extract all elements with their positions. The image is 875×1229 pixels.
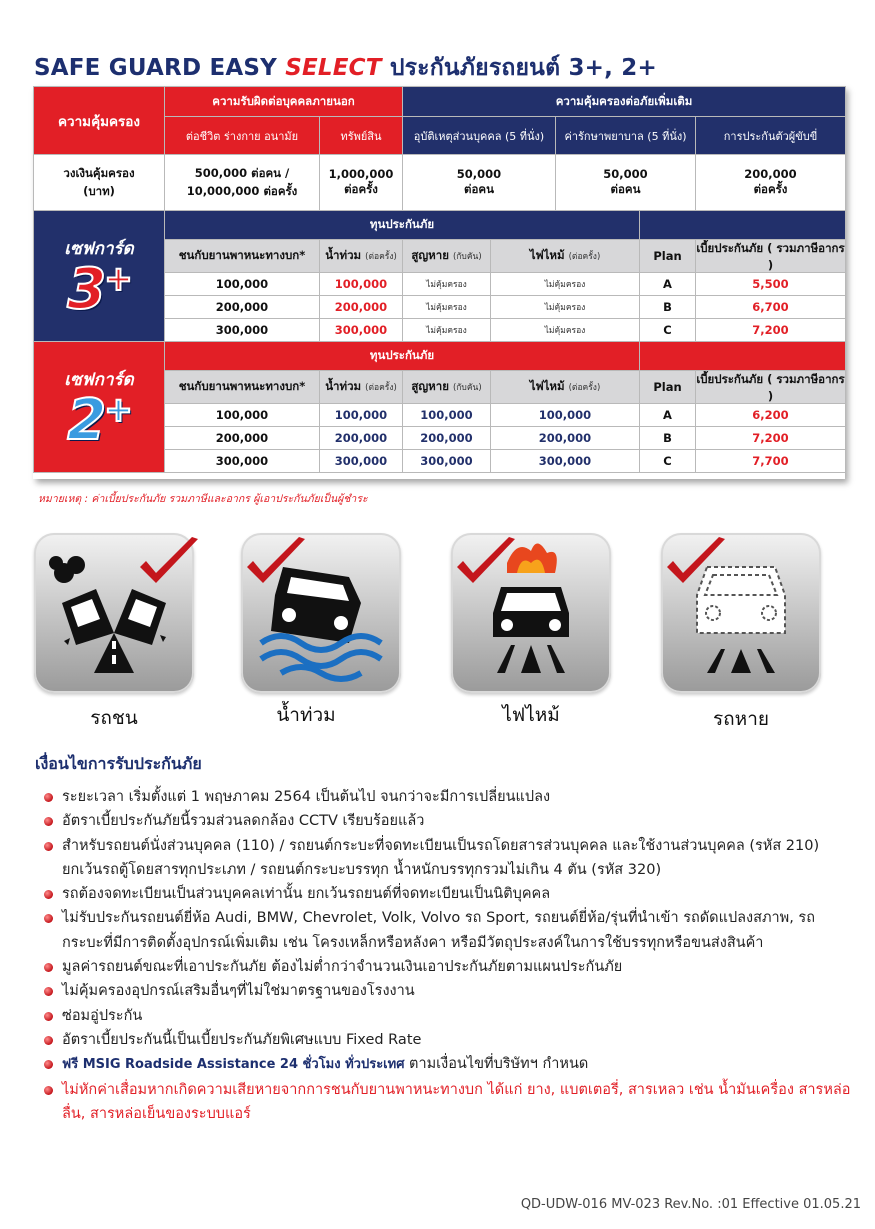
col-fire: ไฟไหม้ (ต่อครั้ง): [491, 371, 640, 404]
col-premium: เบี้ยประกันภัย ( รวมภาษีอากร ): [696, 241, 845, 272]
car-crash-icon: [34, 533, 194, 693]
list-item-depreciation: ไม่หักค่าเสื่อมหากเกิดความเสียหายจากการชนกับยานพาหนะทางบก ได้แก่ ยาง, แบตเตอรี่, สารเหลว เช่น น้ำมันเครื่อง สารหล่อลื่น, สารหล่อเย็นของระบบแอร์: [44, 1078, 856, 1127]
cell-plan: A: [640, 404, 696, 427]
sub-header-bail-bond: การประกันตัวผู้ขับขี่: [696, 117, 846, 155]
limit-personal-accident: 50,000 ต่อคน: [403, 155, 556, 211]
cell-theft: ไม่คุ้มครอง: [403, 319, 491, 342]
cell-fire: 100,000: [491, 404, 640, 427]
coverage-table: [33, 86, 846, 473]
cell-premium: 6,200: [696, 404, 846, 427]
flood-car-icon: [241, 533, 401, 693]
cell-collision: 200,000: [165, 427, 320, 450]
cell-flood: 200,000: [320, 427, 403, 450]
list-item: ซ่อมอู่ประกัน: [44, 1004, 856, 1028]
limit-property: 1,000,000 ต่อครั้ง: [320, 155, 403, 211]
list-item: อัตราเบี้ยประกันนี้เป็นเบี้ยประกันภัยพิเศษแบบ Fixed Rate: [44, 1028, 856, 1052]
icon-label-theft: รถหาย: [712, 708, 770, 730]
plan-2-number: 2+: [67, 387, 131, 453]
plan-3-sum-insured-header: ทุนประกันภัย: [165, 211, 640, 240]
col-fire: ไฟไหม้ (ต่อครั้ง): [491, 240, 640, 273]
cell-flood: 100,000: [320, 404, 403, 427]
document-code: QD-UDW-016 MV-023 Rev.No. :01 Effective 01.05.21: [520, 1197, 861, 1212]
cell-collision: 300,000: [165, 319, 320, 342]
plan-2-badge: [34, 342, 165, 473]
cell-plan: A: [640, 273, 696, 296]
cell-flood: 300,000: [320, 450, 403, 473]
conditions-title: เงื่อนไขการรับประกันภัย: [35, 754, 202, 773]
icon-label-flood: น้ำท่วม: [276, 704, 336, 726]
icon-label-crash: รถชน: [90, 707, 138, 729]
cell-plan: C: [640, 319, 696, 342]
col-collision: ชนกับยานพาหนะทางบก*: [165, 371, 320, 404]
col-premium: เบี้ยประกันภัย ( รวมภาษีอากร ): [696, 372, 845, 403]
col-flood: น้ำท่วม (ต่อครั้ง): [320, 240, 403, 273]
list-item: สำหรับรถยนต์นั่งส่วนบุคคล (110) / รถยนต์กระบะที่จดทะเบียนเป็นรถโดยสารส่วนบุคคล และใช้งานส่วนบุคคล (รหัส 210) ยกเว้นรถตู้โดยสารทุกประเภท / รถยนต์กระบะบรรทุก น้ำหนักบรรทุกรวมไม่เกิน 4 ตัน (รหัส 320): [44, 834, 856, 883]
cell-premium: 5,500: [696, 273, 846, 296]
plan-3-blank-header: [640, 211, 846, 240]
cell-collision: 200,000: [165, 296, 320, 319]
cell-collision: 100,000: [165, 273, 320, 296]
cell-fire: 200,000: [491, 427, 640, 450]
limit-medical: 50,000 ต่อคน: [556, 155, 696, 211]
cell-flood: 200,000: [320, 296, 403, 319]
cell-plan: C: [640, 450, 696, 473]
plan-3-badge: [34, 211, 165, 342]
cell-premium: 7,700: [696, 450, 846, 473]
limit-bodily: 500,000 ต่อคน / 10,000,000 ต่อครั้ง: [165, 155, 320, 211]
conditions-list: [44, 785, 856, 1126]
cell-theft: 300,000: [403, 450, 491, 473]
cell-fire: ไม่คุ้มครอง: [491, 319, 640, 342]
plan-2-name: เซฟการ์ด: [64, 369, 134, 390]
cell-premium: 7,200: [696, 319, 846, 342]
third-party-header: ความรับผิดต่อบุคคลภายนอก: [165, 87, 403, 117]
cell-theft: 200,000: [403, 427, 491, 450]
page-title: SAFE GUARD EASY SELECT ประกันภัยรถยนต์ 3+, 2+: [34, 55, 657, 81]
col-plan: Plan: [640, 240, 696, 273]
sub-header-personal-accident: อุบัติเหตุส่วนบุคคล (5 ที่นั่ง): [403, 117, 556, 155]
cell-fire: ไม่คุ้มครอง: [491, 273, 640, 296]
col-theft: สูญหาย (กับคัน): [403, 240, 491, 273]
limit-label: วงเงินคุ้มครอง (บาท): [34, 155, 165, 211]
list-item: มูลค่ารถยนต์ขณะที่เอาประกันภัย ต้องไม่ต่ำกว่าจำนวนเงินเอาประกันภัยตามแผนประกันภัย: [44, 955, 856, 979]
sub-header-property: ทรัพย์สิน: [320, 117, 403, 155]
cell-theft: ไม่คุ้มครอง: [403, 296, 491, 319]
coverage-table-card: [33, 86, 845, 479]
plan-3-name: เซฟการ์ด: [64, 238, 134, 259]
cell-fire: 300,000: [491, 450, 640, 473]
cell-plan: B: [640, 296, 696, 319]
cell-flood: 300,000: [320, 319, 403, 342]
plan-2-blank-header: [640, 342, 846, 371]
cell-premium: 7,200: [696, 427, 846, 450]
sub-header-medical: ค่ารักษาพยาบาล (5 ที่นั่ง): [556, 117, 696, 155]
car-theft-icon: [661, 533, 821, 693]
icon-label-fire: ไฟไหม้: [502, 704, 560, 726]
plan-3-number: 3+: [67, 256, 131, 322]
col-theft: สูญหาย (กับคัน): [403, 371, 491, 404]
cell-premium: 6,700: [696, 296, 846, 319]
car-fire-icon: [451, 533, 611, 693]
list-item: ไม่คุ้มครองอุปกรณ์เสริมอื่นๆที่ไม่ใช่มาตรฐานของโรงงาน: [44, 979, 856, 1003]
sub-header-bodily: ต่อชีวิต ร่างกาย อนามัย: [165, 117, 320, 155]
cell-flood: 100,000: [320, 273, 403, 296]
plan-2-sum-insured-header: ทุนประกันภัย: [165, 342, 640, 371]
limit-bail-bond: 200,000 ต่อครั้ง: [696, 155, 846, 211]
list-item: ไม่รับประกันรถยนต์ยี่ห้อ Audi, BMW, Chevrolet, Volk, Volvo รถ Sport, รถยนต์ยี่ห้อ/รุ่นที่นำเข้า รถดัดแปลงสภาพ, รถกระบะที่มีการติดตั้งอุปกรณ์เพิ่มเติม เช่น โครงเหล็กหรือหลังคา หรือมีวัตถุประสงค์ในการใช้บรรทุกหรือขนส่งสินค้า: [44, 906, 856, 955]
premium-note: หมายเหตุ : ค่าเบี้ยประกันภัย รวมภาษีและอากร ผู้เอาประกันภัยเป็นผู้ชำระ: [38, 493, 368, 505]
list-item: อัตราเบี้ยประกันภัยนี้รวมส่วนลดกล้อง CCTV เรียบร้อยแล้ว: [44, 809, 856, 833]
list-item-roadside: ฟรี MSIG Roadside Assistance 24 ชั่วโมง ทั่วประเทศ ตามเงื่อนไขที่บริษัทฯ กำหนด: [44, 1052, 856, 1077]
cell-collision: 300,000: [165, 450, 320, 473]
list-item: รถต้องจดทะเบียนเป็นส่วนบุคคลเท่านั้น ยกเว้นรถยนต์ที่จดทะเบียนเป็นนิติบุคคล: [44, 882, 856, 906]
col-collision: ชนกับยานพาหนะทางบก*: [165, 240, 320, 273]
col-plan: Plan: [640, 371, 696, 404]
cell-collision: 100,000: [165, 404, 320, 427]
cell-theft: 100,000: [403, 404, 491, 427]
cell-fire: ไม่คุ้มครอง: [491, 296, 640, 319]
additional-header: ความคุ้มครองต่อภัยเพิ่มเติม: [403, 87, 846, 117]
list-item: ระยะเวลา เริ่มตั้งแต่ 1 พฤษภาคม 2564 เป็นต้นไป จนกว่าจะมีการเปลี่ยนแปลง: [44, 785, 856, 809]
coverage-header: ความคุ้มครอง: [34, 87, 165, 155]
cell-plan: B: [640, 427, 696, 450]
cell-theft: ไม่คุ้มครอง: [403, 273, 491, 296]
col-flood: น้ำท่วม (ต่อครั้ง): [320, 371, 403, 404]
